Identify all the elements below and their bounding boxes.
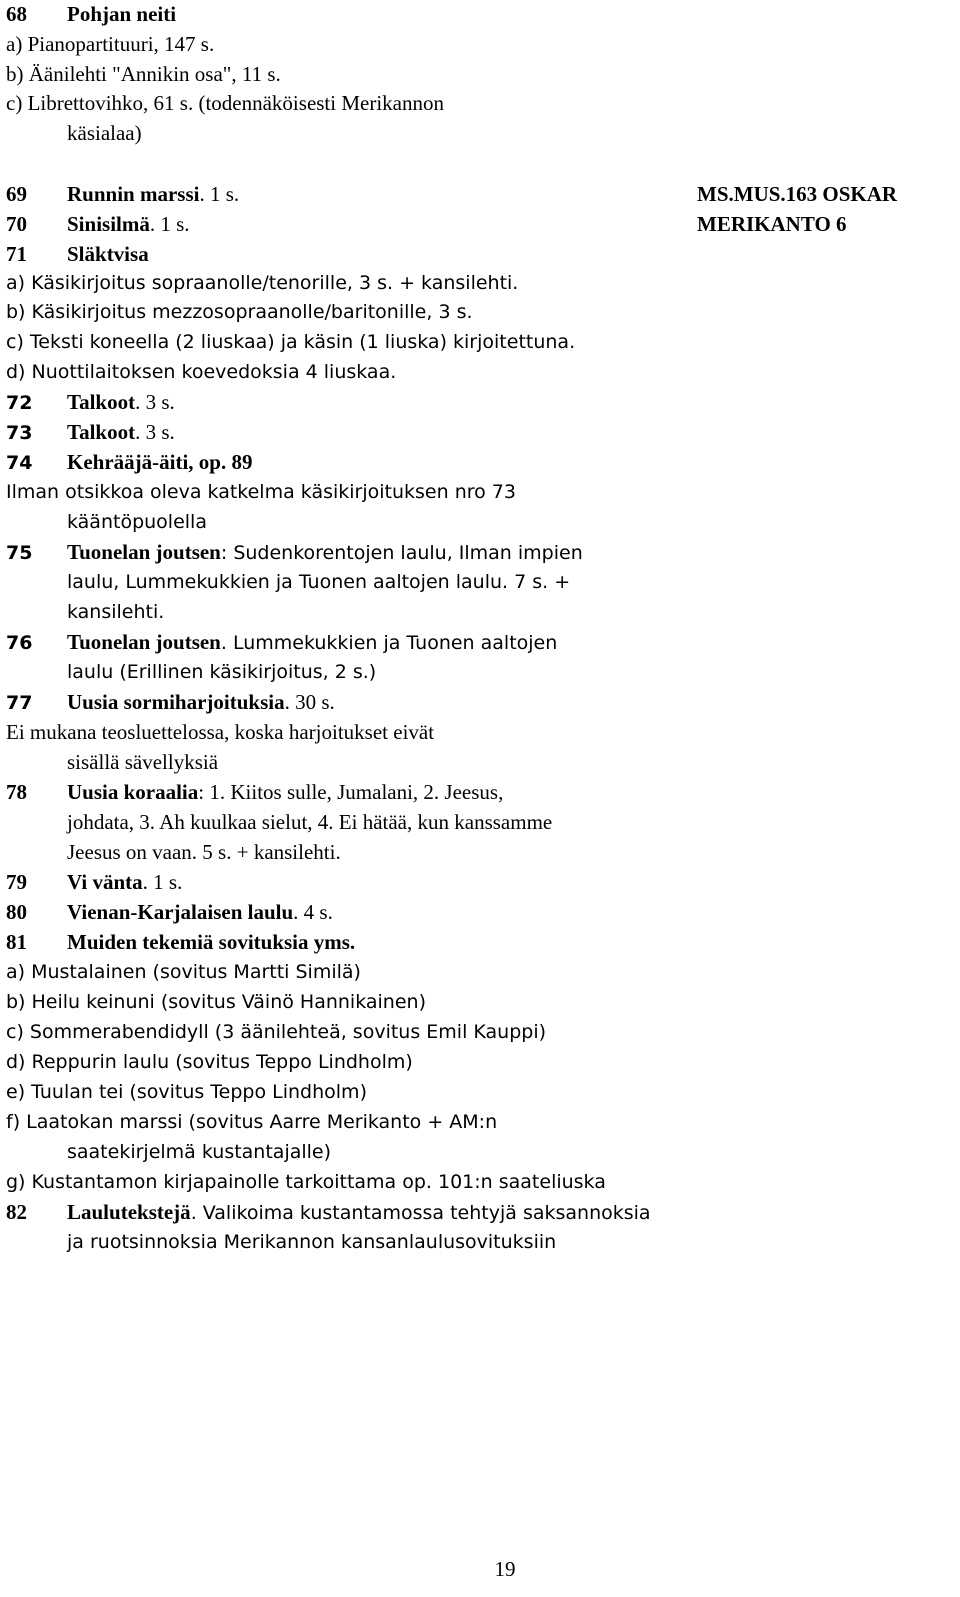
entry-number: 72 xyxy=(6,392,33,414)
entry-extent: . 4 s. xyxy=(293,900,333,924)
entry-81-c: c) Sommerabendidyll (3 äänilehteä, sovitus Emil Kauppi) xyxy=(6,1021,547,1043)
entry-title: Tuonelan joutsen xyxy=(67,540,221,564)
entry-title: Talkoot xyxy=(67,390,136,414)
entry-76 xyxy=(6,628,558,657)
entry-number: 69 xyxy=(6,182,27,206)
entry-70 xyxy=(6,210,190,238)
shelf-mark-line-1: MS.MUS.163 OSKAR xyxy=(697,182,898,206)
entry-extent: . 1 s. xyxy=(142,870,183,894)
entry-77 xyxy=(6,688,335,717)
entry-77-note-cont: sisällä sävellyksiä xyxy=(67,750,219,774)
entry-number: 81 xyxy=(6,930,27,954)
entry-number: 75 xyxy=(6,542,33,564)
entry-68 xyxy=(6,0,177,28)
entry-number: 73 xyxy=(6,422,33,444)
entry-71-c: c) Teksti koneella (2 liuskaa) ja käsin (1 liuska) kirjoitettuna. xyxy=(6,331,576,353)
entry-number: 70 xyxy=(6,212,27,236)
entry-79 xyxy=(6,868,183,896)
entry-73 xyxy=(6,418,175,447)
entry-title: Pohjan neiti xyxy=(67,2,177,26)
entry-title: Sinisilmä xyxy=(67,212,150,236)
entry-title: Muiden tekemiä sovituksia yms. xyxy=(67,930,356,954)
entry-title: Runnin marssi xyxy=(67,182,200,206)
entry-description: : 1. Kiitos sulle, Jumalani, 2. Jeesus, xyxy=(198,780,504,804)
entry-71-a: a) Käsikirjoitus sopraanolle/tenorille, 3 s. + kansilehti. xyxy=(6,272,519,294)
shelf-mark-line-2: MERIKANTO 6 xyxy=(697,212,847,236)
entry-75-cont-2: kansilehti. xyxy=(67,601,165,623)
entry-77-note: Ei mukana teosluettelossa, koska harjoitukset eivät xyxy=(6,720,435,744)
entry-number: 77 xyxy=(6,692,33,714)
entry-number: 82 xyxy=(6,1200,27,1224)
entry-title: Kehrääjä-äiti, op. 89 xyxy=(67,450,253,474)
entry-description: . Lummekukkien ja Tuonen aaltojen xyxy=(220,632,558,654)
entry-number: 76 xyxy=(6,632,33,654)
entry-number: 80 xyxy=(6,900,27,924)
entry-68-c-cont: käsialaa) xyxy=(67,121,142,145)
entry-75 xyxy=(6,538,583,567)
entry-82-cont: ja ruotsinnoksia Merikannon kansanlaulusovituksiin xyxy=(67,1231,557,1253)
entry-78-cont: johdata, 3. Ah kuulkaa sielut, 4. Ei hätää, kun kanssamme xyxy=(67,810,553,834)
entry-81-f-cont: saatekirjelmä kustantajalle) xyxy=(67,1141,332,1163)
entry-description: . Valikoima kustantamossa tehtyjä saksannoksia xyxy=(190,1202,651,1224)
entry-number: 78 xyxy=(6,780,27,804)
entry-72 xyxy=(6,388,175,417)
entry-81-e: e) Tuulan tei (sovitus Teppo Lindholm) xyxy=(6,1081,367,1103)
entry-extent: . 3 s. xyxy=(135,420,175,444)
entry-title: Vi vänta xyxy=(67,870,143,894)
entry-title: Uusia sormiharjoituksia xyxy=(67,690,285,714)
entry-81-f: f) Laatokan marssi (sovitus Aarre Merikanto + AM:n xyxy=(6,1111,498,1133)
entry-78 xyxy=(6,778,504,806)
entry-81-d: d) Reppurin laulu (sovitus Teppo Lindholm) xyxy=(6,1051,413,1073)
entry-title: Tuonelan joutsen xyxy=(67,630,221,654)
entry-74-note: Ilman otsikkoa oleva katkelma käsikirjoituksen nro 73 xyxy=(6,481,516,503)
entry-81-b: b) Heilu keinuni (sovitus Väinö Hannikainen) xyxy=(6,991,426,1013)
entry-title: Uusia koraalia xyxy=(67,780,199,804)
entry-69 xyxy=(6,180,240,208)
entry-number: 74 xyxy=(6,452,33,474)
entry-68-c: c) Librettovihko, 61 s. (todennäköisesti Merikannon xyxy=(6,91,444,115)
entry-68-b: b) Äänilehti "Annikin osa", 11 s. xyxy=(6,62,281,86)
entry-80 xyxy=(6,898,333,926)
entry-extent: . 1 s. xyxy=(149,212,190,236)
entry-number: 68 xyxy=(6,2,27,26)
entry-68-a: a) Pianopartituuri, 147 s. xyxy=(6,32,215,56)
entry-81-g: g) Kustantamon kirjapainolle tarkoittama op. 101:n saateliuska xyxy=(6,1171,606,1193)
entry-78-cont-2: Jeesus on vaan. 5 s. + kansilehti. xyxy=(67,840,341,864)
entry-title: Släktvisa xyxy=(67,242,149,266)
entry-81-a: a) Mustalainen (sovitus Martti Similä) xyxy=(6,961,361,983)
entry-title: Laulutekstejä xyxy=(67,1200,191,1224)
entry-71-b: b) Käsikirjoitus mezzosopraanolle/baritonille, 3 s. xyxy=(6,301,473,323)
page-number: 19 xyxy=(494,1557,516,1581)
entry-75-cont: laulu, Lummekukkien ja Tuonen aaltojen laulu. 7 s. + xyxy=(67,571,571,593)
entry-title: Vienan-Karjalaisen laulu xyxy=(67,900,294,924)
entry-81 xyxy=(6,928,356,956)
entry-extent: . 30 s. xyxy=(284,690,335,714)
entry-extent: . 3 s. xyxy=(135,390,175,414)
entry-71 xyxy=(6,240,149,268)
entry-82 xyxy=(6,1198,651,1226)
entry-extent: . 1 s. xyxy=(199,182,240,206)
entry-number: 79 xyxy=(6,870,27,894)
entry-title: Talkoot xyxy=(67,420,136,444)
entry-description: : Sudenkorentojen laulu, Ilman impien xyxy=(220,542,583,564)
entry-74 xyxy=(6,448,253,477)
entry-71-d: d) Nuottilaitoksen koevedoksia 4 liuskaa. xyxy=(6,361,397,383)
entry-74-note-cont: kääntöpuolella xyxy=(67,511,207,533)
entry-number: 71 xyxy=(6,242,27,266)
entry-76-cont: laulu (Erillinen käsikirjoitus, 2 s.) xyxy=(67,661,377,683)
